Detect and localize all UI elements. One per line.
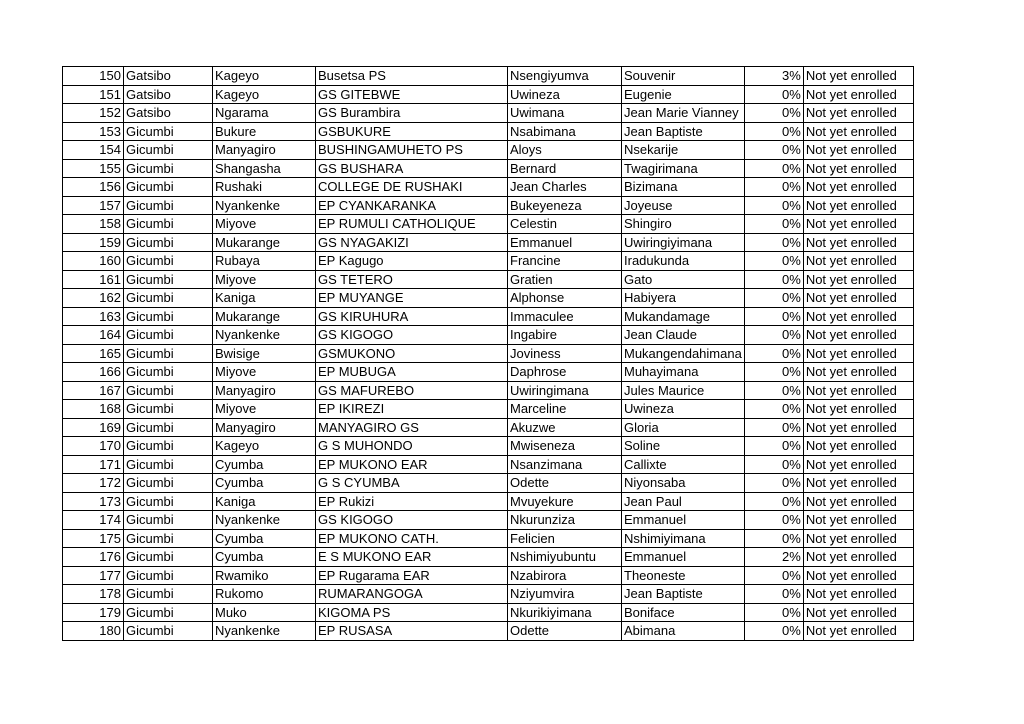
school-cell: GS GITEBWE xyxy=(316,85,508,104)
enrollment-table xyxy=(62,66,914,641)
first-name-cell: Nziyumvira xyxy=(508,585,622,604)
last-name-cell: Habiyera xyxy=(622,289,745,308)
status-cell: Not yet enrolled xyxy=(803,344,913,363)
district-cell: Gicumbi xyxy=(124,326,213,345)
percent-cell: 0% xyxy=(744,196,803,215)
row-number-cell: 150 xyxy=(63,67,124,86)
last-name-cell: Boniface xyxy=(622,603,745,622)
status-cell: Not yet enrolled xyxy=(803,363,913,382)
row-number-cell: 151 xyxy=(63,85,124,104)
district-cell: Gicumbi xyxy=(124,344,213,363)
table-row xyxy=(63,437,914,456)
row-number-cell: 177 xyxy=(63,566,124,585)
sector-cell: Cyumba xyxy=(213,474,316,493)
row-number-cell: 165 xyxy=(63,344,124,363)
school-cell: EP RUMULI CATHOLIQUE xyxy=(316,215,508,234)
district-cell: Gatsibo xyxy=(124,85,213,104)
percent-cell: 0% xyxy=(744,603,803,622)
status-cell: Not yet enrolled xyxy=(803,492,913,511)
district-cell: Gicumbi xyxy=(124,400,213,419)
last-name-cell: Mukangendahimana xyxy=(622,344,745,363)
last-name-cell: Souvenir xyxy=(622,67,745,86)
status-cell: Not yet enrolled xyxy=(803,159,913,178)
first-name-cell: Uwiringimana xyxy=(508,381,622,400)
sector-cell: Shangasha xyxy=(213,159,316,178)
row-number-cell: 161 xyxy=(63,270,124,289)
status-cell: Not yet enrolled xyxy=(803,437,913,456)
sector-cell: Kageyo xyxy=(213,67,316,86)
row-number-cell: 152 xyxy=(63,104,124,123)
row-number-cell: 162 xyxy=(63,289,124,308)
sector-cell: Kaniga xyxy=(213,289,316,308)
sector-cell: Muko xyxy=(213,603,316,622)
first-name-cell: Nsanzimana xyxy=(508,455,622,474)
first-name-cell: Joviness xyxy=(508,344,622,363)
school-cell: G S CYUMBA xyxy=(316,474,508,493)
school-cell: GS NYAGAKIZI xyxy=(316,233,508,252)
sector-cell: Kageyo xyxy=(213,85,316,104)
table-row xyxy=(63,289,914,308)
status-cell: Not yet enrolled xyxy=(803,474,913,493)
sector-cell: Cyumba xyxy=(213,455,316,474)
school-cell: GS Burambira xyxy=(316,104,508,123)
status-cell: Not yet enrolled xyxy=(803,289,913,308)
first-name-cell: Uwineza xyxy=(508,85,622,104)
status-cell: Not yet enrolled xyxy=(803,400,913,419)
first-name-cell: Marceline xyxy=(508,400,622,419)
sector-cell: Rushaki xyxy=(213,178,316,197)
row-number-cell: 168 xyxy=(63,400,124,419)
sector-cell: Bukure xyxy=(213,122,316,141)
status-cell: Not yet enrolled xyxy=(803,529,913,548)
first-name-cell: Nkurikiyimana xyxy=(508,603,622,622)
percent-cell: 0% xyxy=(744,585,803,604)
sector-cell: Miyove xyxy=(213,400,316,419)
last-name-cell: Uwineza xyxy=(622,400,745,419)
percent-cell: 0% xyxy=(744,474,803,493)
first-name-cell: Aloys xyxy=(508,141,622,160)
district-cell: Gicumbi xyxy=(124,529,213,548)
district-cell: Gicumbi xyxy=(124,622,213,641)
school-cell: Busetsa PS xyxy=(316,67,508,86)
sector-cell: Nyankenke xyxy=(213,326,316,345)
status-cell: Not yet enrolled xyxy=(803,603,913,622)
status-cell: Not yet enrolled xyxy=(803,122,913,141)
school-cell: GSMUKONO xyxy=(316,344,508,363)
district-cell: Gicumbi xyxy=(124,215,213,234)
table-row xyxy=(63,326,914,345)
table-row xyxy=(63,603,914,622)
row-number-cell: 180 xyxy=(63,622,124,641)
first-name-cell: Akuzwe xyxy=(508,418,622,437)
last-name-cell: Jules Maurice xyxy=(622,381,745,400)
district-cell: Gicumbi xyxy=(124,363,213,382)
table-row xyxy=(63,233,914,252)
table-row xyxy=(63,474,914,493)
school-cell: EP MUYANGE xyxy=(316,289,508,308)
percent-cell: 0% xyxy=(744,104,803,123)
row-number-cell: 174 xyxy=(63,511,124,530)
table-row xyxy=(63,104,914,123)
sector-cell: Kaniga xyxy=(213,492,316,511)
district-cell: Gicumbi xyxy=(124,418,213,437)
first-name-cell: Celestin xyxy=(508,215,622,234)
percent-cell: 0% xyxy=(744,529,803,548)
district-cell: Gicumbi xyxy=(124,252,213,271)
first-name-cell: Gratien xyxy=(508,270,622,289)
school-cell: GS MAFUREBO xyxy=(316,381,508,400)
last-name-cell: Joyeuse xyxy=(622,196,745,215)
sector-cell: Nyankenke xyxy=(213,196,316,215)
last-name-cell: Niyonsaba xyxy=(622,474,745,493)
last-name-cell: Emmanuel xyxy=(622,548,745,567)
district-cell: Gicumbi xyxy=(124,289,213,308)
school-cell: EP Rugarama EAR xyxy=(316,566,508,585)
school-cell: COLLEGE DE RUSHAKI xyxy=(316,178,508,197)
table-row xyxy=(63,159,914,178)
sector-cell: Nyankenke xyxy=(213,511,316,530)
last-name-cell: Emmanuel xyxy=(622,511,745,530)
status-cell: Not yet enrolled xyxy=(803,307,913,326)
sector-cell: Ngarama xyxy=(213,104,316,123)
row-number-cell: 167 xyxy=(63,381,124,400)
row-number-cell: 173 xyxy=(63,492,124,511)
row-number-cell: 158 xyxy=(63,215,124,234)
first-name-cell: Mvuyekure xyxy=(508,492,622,511)
percent-cell: 0% xyxy=(744,289,803,308)
sector-cell: Rwamiko xyxy=(213,566,316,585)
school-cell: GS BUSHARA xyxy=(316,159,508,178)
first-name-cell: Mwiseneza xyxy=(508,437,622,456)
status-cell: Not yet enrolled xyxy=(803,585,913,604)
percent-cell: 0% xyxy=(744,141,803,160)
last-name-cell: Abimana xyxy=(622,622,745,641)
percent-cell: 0% xyxy=(744,566,803,585)
percent-cell: 0% xyxy=(744,85,803,104)
percent-cell: 0% xyxy=(744,159,803,178)
school-cell: EP CYANKARANKA xyxy=(316,196,508,215)
status-cell: Not yet enrolled xyxy=(803,270,913,289)
last-name-cell: Theoneste xyxy=(622,566,745,585)
last-name-cell: Bizimana xyxy=(622,178,745,197)
school-cell: GS KIGOGO xyxy=(316,326,508,345)
district-cell: Gatsibo xyxy=(124,104,213,123)
row-number-cell: 160 xyxy=(63,252,124,271)
district-cell: Gicumbi xyxy=(124,492,213,511)
percent-cell: 0% xyxy=(744,215,803,234)
table-row xyxy=(63,566,914,585)
percent-cell: 0% xyxy=(744,122,803,141)
row-number-cell: 154 xyxy=(63,141,124,160)
row-number-cell: 157 xyxy=(63,196,124,215)
table-row xyxy=(63,418,914,437)
district-cell: Gicumbi xyxy=(124,307,213,326)
row-number-cell: 153 xyxy=(63,122,124,141)
table-row xyxy=(63,492,914,511)
district-cell: Gicumbi xyxy=(124,233,213,252)
table-row xyxy=(63,622,914,641)
district-cell: Gicumbi xyxy=(124,474,213,493)
status-cell: Not yet enrolled xyxy=(803,511,913,530)
status-cell: Not yet enrolled xyxy=(803,85,913,104)
first-name-cell: Uwimana xyxy=(508,104,622,123)
row-number-cell: 164 xyxy=(63,326,124,345)
percent-cell: 0% xyxy=(744,400,803,419)
district-cell: Gatsibo xyxy=(124,67,213,86)
first-name-cell: Alphonse xyxy=(508,289,622,308)
last-name-cell: Soline xyxy=(622,437,745,456)
percent-cell: 0% xyxy=(744,344,803,363)
table-row xyxy=(63,363,914,382)
first-name-cell: Nshimiyubuntu xyxy=(508,548,622,567)
row-number-cell: 166 xyxy=(63,363,124,382)
last-name-cell: Jean Paul xyxy=(622,492,745,511)
first-name-cell: Jean Charles xyxy=(508,178,622,197)
row-number-cell: 163 xyxy=(63,307,124,326)
first-name-cell: Bernard xyxy=(508,159,622,178)
last-name-cell: Jean Claude xyxy=(622,326,745,345)
table-row xyxy=(63,196,914,215)
percent-cell: 0% xyxy=(744,178,803,197)
district-cell: Gicumbi xyxy=(124,178,213,197)
first-name-cell: Francine xyxy=(508,252,622,271)
table-row xyxy=(63,548,914,567)
sector-cell: Mukarange xyxy=(213,233,316,252)
row-number-cell: 159 xyxy=(63,233,124,252)
percent-cell: 0% xyxy=(744,511,803,530)
school-cell: EP RUSASA xyxy=(316,622,508,641)
table-row xyxy=(63,85,914,104)
percent-cell: 0% xyxy=(744,252,803,271)
school-cell: GS TETERO xyxy=(316,270,508,289)
percent-cell: 0% xyxy=(744,326,803,345)
last-name-cell: Muhayimana xyxy=(622,363,745,382)
status-cell: Not yet enrolled xyxy=(803,67,913,86)
table-row xyxy=(63,511,914,530)
last-name-cell: Uwiringiyimana xyxy=(622,233,745,252)
sector-cell: Kageyo xyxy=(213,437,316,456)
percent-cell: 0% xyxy=(744,307,803,326)
status-cell: Not yet enrolled xyxy=(803,252,913,271)
status-cell: Not yet enrolled xyxy=(803,548,913,567)
district-cell: Gicumbi xyxy=(124,603,213,622)
first-name-cell: Immaculee xyxy=(508,307,622,326)
last-name-cell: Jean Baptiste xyxy=(622,585,745,604)
last-name-cell: Gato xyxy=(622,270,745,289)
sector-cell: Miyove xyxy=(213,215,316,234)
first-name-cell: Nsabimana xyxy=(508,122,622,141)
status-cell: Not yet enrolled xyxy=(803,233,913,252)
row-number-cell: 176 xyxy=(63,548,124,567)
table-row xyxy=(63,215,914,234)
first-name-cell: Daphrose xyxy=(508,363,622,382)
last-name-cell: Mukandamage xyxy=(622,307,745,326)
percent-cell: 0% xyxy=(744,363,803,382)
sector-cell: Miyove xyxy=(213,270,316,289)
table-row xyxy=(63,529,914,548)
percent-cell: 0% xyxy=(744,455,803,474)
district-cell: Gicumbi xyxy=(124,585,213,604)
status-cell: Not yet enrolled xyxy=(803,215,913,234)
school-cell: GS KIRUHURA xyxy=(316,307,508,326)
school-cell: E S MUKONO EAR xyxy=(316,548,508,567)
status-cell: Not yet enrolled xyxy=(803,326,913,345)
last-name-cell: Twagirimana xyxy=(622,159,745,178)
school-cell: BUSHINGAMUHETO PS xyxy=(316,141,508,160)
sector-cell: Cyumba xyxy=(213,529,316,548)
school-cell: G S MUHONDO xyxy=(316,437,508,456)
table-row xyxy=(63,585,914,604)
row-number-cell: 171 xyxy=(63,455,124,474)
percent-cell: 0% xyxy=(744,270,803,289)
status-cell: Not yet enrolled xyxy=(803,196,913,215)
sector-cell: Manyagiro xyxy=(213,418,316,437)
table-row xyxy=(63,307,914,326)
last-name-cell: Jean Baptiste xyxy=(622,122,745,141)
sector-cell: Mukarange xyxy=(213,307,316,326)
table-row xyxy=(63,400,914,419)
district-cell: Gicumbi xyxy=(124,122,213,141)
school-cell: RUMARANGOGA xyxy=(316,585,508,604)
sector-cell: Manyagiro xyxy=(213,381,316,400)
percent-cell: 0% xyxy=(744,418,803,437)
status-cell: Not yet enrolled xyxy=(803,104,913,123)
row-number-cell: 175 xyxy=(63,529,124,548)
table-row xyxy=(63,381,914,400)
first-name-cell: Odette xyxy=(508,622,622,641)
percent-cell: 0% xyxy=(744,437,803,456)
row-number-cell: 169 xyxy=(63,418,124,437)
first-name-cell: Nkurunziza xyxy=(508,511,622,530)
table-row xyxy=(63,67,914,86)
last-name-cell: Iradukunda xyxy=(622,252,745,271)
sector-cell: Nyankenke xyxy=(213,622,316,641)
school-cell: EP Rukizi xyxy=(316,492,508,511)
sector-cell: Cyumba xyxy=(213,548,316,567)
district-cell: Gicumbi xyxy=(124,159,213,178)
last-name-cell: Nsekarije xyxy=(622,141,745,160)
status-cell: Not yet enrolled xyxy=(803,141,913,160)
table-row xyxy=(63,178,914,197)
status-cell: Not yet enrolled xyxy=(803,381,913,400)
first-name-cell: Nsengiyumva xyxy=(508,67,622,86)
first-name-cell: Nzabirora xyxy=(508,566,622,585)
school-cell: MANYAGIRO GS xyxy=(316,418,508,437)
row-number-cell: 170 xyxy=(63,437,124,456)
percent-cell: 0% xyxy=(744,233,803,252)
table-row xyxy=(63,141,914,160)
percent-cell: 0% xyxy=(744,622,803,641)
last-name-cell: Shingiro xyxy=(622,215,745,234)
sector-cell: Manyagiro xyxy=(213,141,316,160)
district-cell: Gicumbi xyxy=(124,141,213,160)
sector-cell: Bwisige xyxy=(213,344,316,363)
sector-cell: Rubaya xyxy=(213,252,316,271)
sector-cell: Miyove xyxy=(213,363,316,382)
percent-cell: 2% xyxy=(744,548,803,567)
row-number-cell: 155 xyxy=(63,159,124,178)
district-cell: Gicumbi xyxy=(124,548,213,567)
district-cell: Gicumbi xyxy=(124,381,213,400)
last-name-cell: Gloria xyxy=(622,418,745,437)
last-name-cell: Callixte xyxy=(622,455,745,474)
first-name-cell: Odette xyxy=(508,474,622,493)
sector-cell: Rukomo xyxy=(213,585,316,604)
table-row xyxy=(63,270,914,289)
last-name-cell: Nshimiyimana xyxy=(622,529,745,548)
table-body xyxy=(63,67,914,641)
status-cell: Not yet enrolled xyxy=(803,622,913,641)
status-cell: Not yet enrolled xyxy=(803,178,913,197)
status-cell: Not yet enrolled xyxy=(803,566,913,585)
row-number-cell: 156 xyxy=(63,178,124,197)
first-name-cell: Felicien xyxy=(508,529,622,548)
school-cell: EP MUKONO CATH. xyxy=(316,529,508,548)
table-row xyxy=(63,344,914,363)
first-name-cell: Ingabire xyxy=(508,326,622,345)
percent-cell: 0% xyxy=(744,381,803,400)
status-cell: Not yet enrolled xyxy=(803,455,913,474)
district-cell: Gicumbi xyxy=(124,196,213,215)
row-number-cell: 172 xyxy=(63,474,124,493)
first-name-cell: Bukeyeneza xyxy=(508,196,622,215)
row-number-cell: 179 xyxy=(63,603,124,622)
district-cell: Gicumbi xyxy=(124,511,213,530)
school-cell: KIGOMA PS xyxy=(316,603,508,622)
status-cell: Not yet enrolled xyxy=(803,418,913,437)
table-row xyxy=(63,455,914,474)
percent-cell: 0% xyxy=(744,492,803,511)
first-name-cell: Emmanuel xyxy=(508,233,622,252)
school-cell: EP Kagugo xyxy=(316,252,508,271)
school-cell: EP IKIREZI xyxy=(316,400,508,419)
school-cell: EP MUKONO EAR xyxy=(316,455,508,474)
district-cell: Gicumbi xyxy=(124,566,213,585)
row-number-cell: 178 xyxy=(63,585,124,604)
last-name-cell: Eugenie xyxy=(622,85,745,104)
last-name-cell: Jean Marie Vianney xyxy=(622,104,745,123)
school-cell: EP MUBUGA xyxy=(316,363,508,382)
district-cell: Gicumbi xyxy=(124,270,213,289)
district-cell: Gicumbi xyxy=(124,455,213,474)
district-cell: Gicumbi xyxy=(124,437,213,456)
percent-cell: 3% xyxy=(744,67,803,86)
table-row xyxy=(63,122,914,141)
table-row xyxy=(63,252,914,271)
school-cell: GSBUKURE xyxy=(316,122,508,141)
school-cell: GS KIGOGO xyxy=(316,511,508,530)
